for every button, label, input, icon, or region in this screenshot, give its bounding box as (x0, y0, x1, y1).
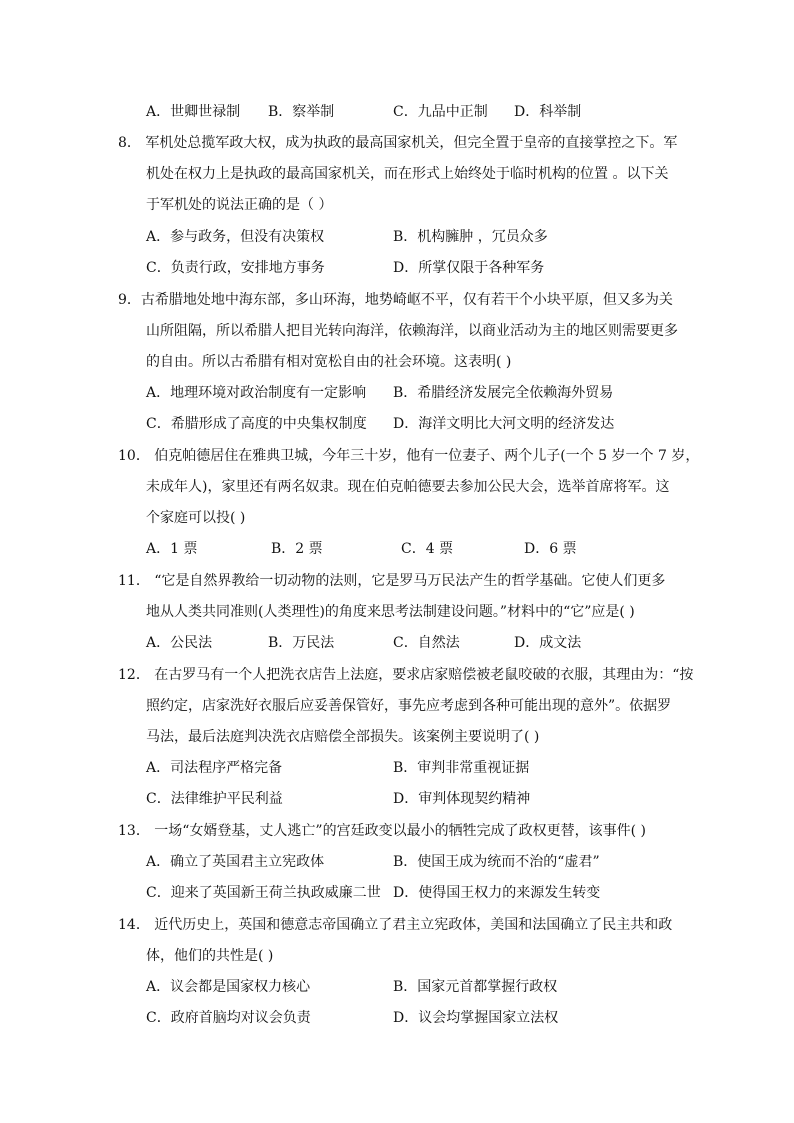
option-a: A．议会都是国家权力核心 (146, 979, 311, 995)
option-d: D．海洋文明比大河文明的经济发达 (393, 416, 615, 432)
option-b: B．察举制 (268, 104, 335, 120)
question-stem-line: 10． 伯克帕德居住在雅典卫城，今年三十岁，他有一位妻子、两个儿子(一个 5 岁一个 7 岁， (118, 448, 700, 464)
option-c: C．负责行政，安排地方事务 (146, 260, 325, 276)
option-d: D．科举制 (514, 104, 582, 120)
option-b: B．2 票 (271, 541, 323, 557)
question-stem-line: 8． 军机处总揽军政大权，成为执政的最高国家机关，但完全置于皇帝的直接掌控之下。军 (118, 135, 678, 151)
option-b: B．审判非常重视证据 (393, 760, 530, 776)
option-d: D．成文法 (514, 635, 582, 651)
option-d: D．所掌仅限于各种军务 (393, 260, 545, 276)
question-stem-line: 机处在权力上是执政的最高国家机关，而在形式上始终处于临时机构的位置 。以下关 (146, 166, 669, 182)
option-a: A．确立了英国君主立宪政体 (146, 854, 325, 870)
option-c: C．4 票 (401, 541, 454, 557)
option-d: D．议会均掌握国家立法权 (393, 1010, 559, 1026)
question-stem-line: 体，他们的共性是( ) (146, 948, 274, 964)
question-stem-line: 13． 一场“女婿登基，丈人逃亡”的宫廷政变以最小的牺牲完成了政权更替，该事件( ) (118, 823, 646, 839)
option-c: C．法律维护平民利益 (146, 791, 283, 807)
option-c: C．迎来了英国新王荷兰执政威廉二世 (146, 885, 381, 901)
option-b: B．机构臃肿 ，冗员众多 (393, 229, 548, 245)
question-stem-line: 11． “它是自然界教给一切动物的法则，它是罗马万民法产生的哲学基础。它使人们更多 (118, 573, 666, 589)
option-a: A．世卿世禄制 (146, 104, 241, 120)
option-a: A．公民法 (146, 635, 213, 651)
option-c: C．政府首脑均对议会负责 (146, 1010, 311, 1026)
question-stem-line: 山所阻隔，所以希腊人把目光转向海洋，依赖海洋，以商业活动为主的地区则需要更多 (146, 323, 678, 339)
option-b: B．万民法 (268, 635, 335, 651)
question-stem-line: 照约定，店家洗好衣服后应妥善保管好，事先应考虑到各种可能出现的意外”。依据罗 (146, 698, 672, 714)
option-d: D．6 票 (524, 541, 577, 557)
option-a: A．参与政务，但没有决策权 (146, 229, 325, 245)
question-stem-line: 个家庭可以投( ) (146, 510, 246, 526)
option-b: B．希腊经济发展完全依赖海外贸易 (393, 385, 614, 401)
option-b: B．使国王成为统而不治的“虚君” (393, 854, 600, 870)
question-stem-line: 于军机处的说法正确的是（ ） (146, 197, 333, 213)
option-c: C．希腊形成了高度的中央集权制度 (146, 416, 367, 432)
option-d: D．使得国王权力的来源发生转变 (393, 885, 601, 901)
question-stem-line: 9．古希腊地处地中海东部，多山环海，地势崎岖不平，仅有若干个小块平原，但又多为关 (118, 292, 673, 308)
option-c: C．自然法 (393, 635, 460, 651)
option-a: A．1 票 (146, 541, 198, 557)
question-stem-line: 地从人类共同准则(人类理性)的角度来思考法制建设问题。”材料中的“它”应是( ) (146, 604, 635, 620)
question-stem-line: 的自由。所以古希腊有相对宽松自由的社会环境。这表明( ) (146, 354, 512, 370)
question-stem-line: 12． 在古罗马有一个人把洗衣店告上法庭，要求店家赔偿被老鼠咬破的衣服，其理由为：“按 (118, 667, 694, 683)
option-a: A．司法程序严格完备 (146, 760, 283, 776)
question-stem-line: 马法，最后法庭判决洗衣店赔偿全部损失。该案例主要说明了( ) (146, 729, 540, 745)
option-c: C．九品中正制 (393, 104, 488, 120)
question-stem-line: 14． 近代历史上，英国和德意志帝国确立了君主立宪政体，美国和法国确立了民主共和政 (118, 917, 673, 933)
option-a: A．地理环境对政治制度有一定影响 (146, 385, 367, 401)
question-stem-line: 未成年人)，家里还有两名奴隶。现在伯克帕德要去参加公民大会，选举首席将军。这 (146, 479, 670, 495)
option-d: D．审判体现契约精神 (393, 791, 531, 807)
option-b: B．国家元首都掌握行政权 (393, 979, 558, 995)
